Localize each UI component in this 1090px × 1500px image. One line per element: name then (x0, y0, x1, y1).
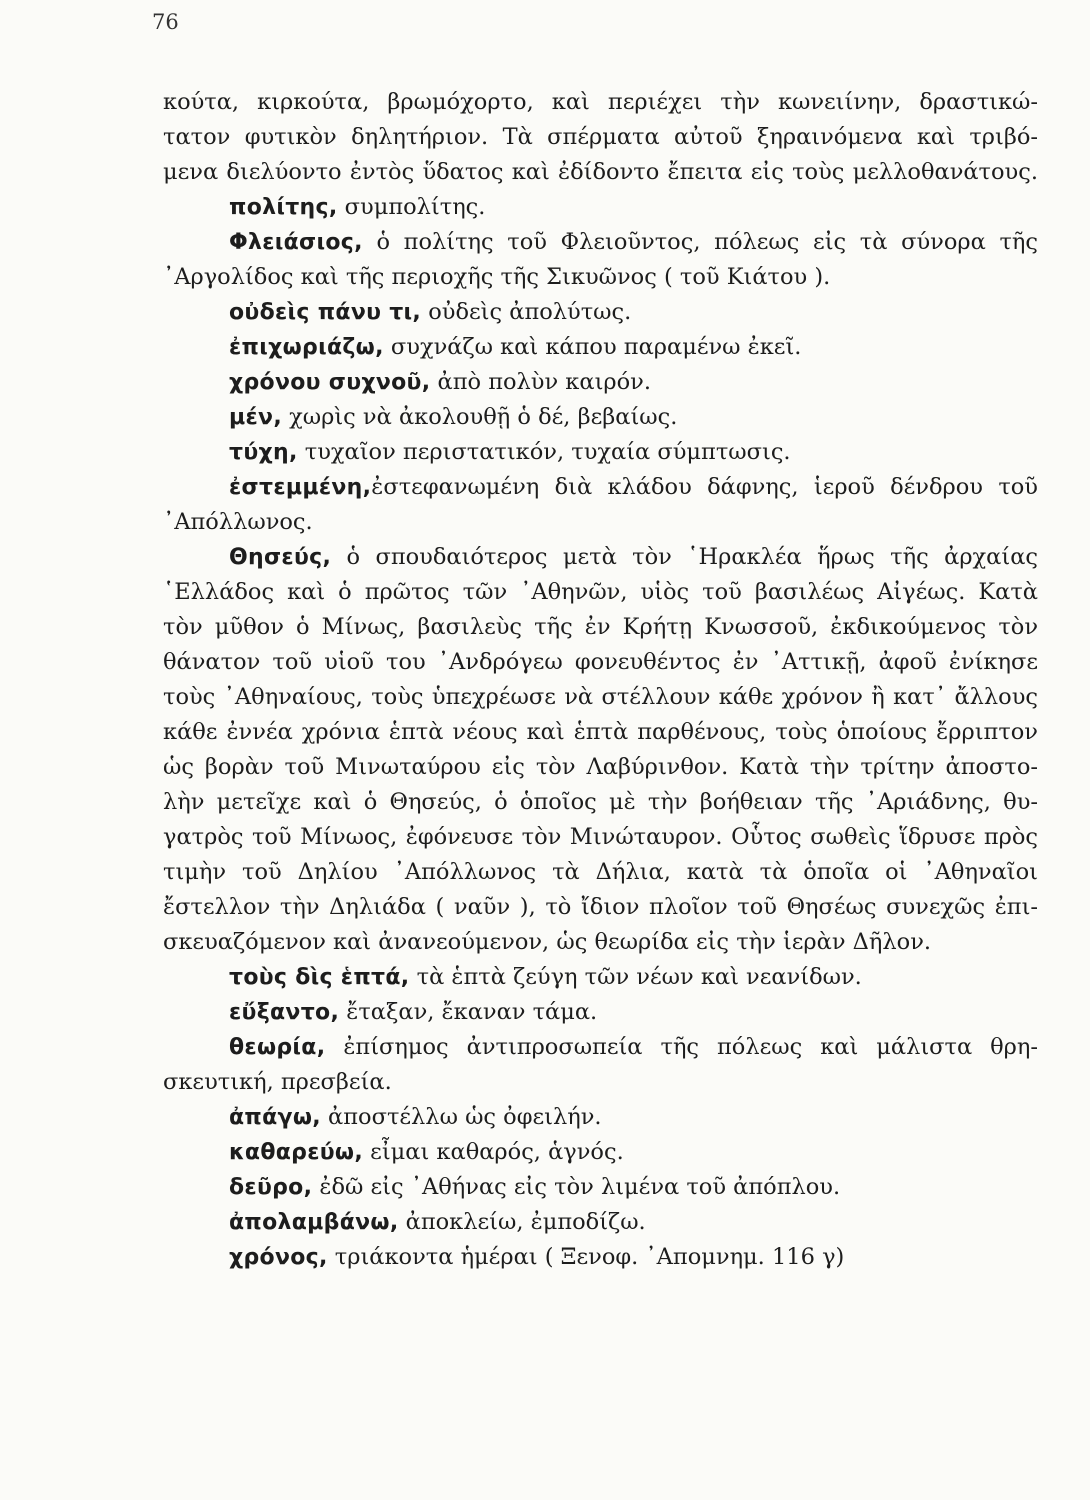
glossary-term: θεωρία, (229, 1035, 326, 1060)
text-line (163, 855, 1038, 890)
definition-text: τατον φυτικὸν δηλητήριον. Τὰ σπέρματα αὐτοῦ ξηραινόμενα καὶ τριβό- (163, 124, 1038, 150)
glossary-term: τύχη, (229, 440, 298, 465)
definition-text: λὴν μετεῖχε καὶ ὁ Θησεύς, ὁ ὁποῖος μὲ τὴν βοήθειαν τῆς ᾿Αριάδνης, θυ- (163, 789, 1038, 815)
glossary-text (163, 85, 1038, 1275)
glossary-entry-line (163, 365, 1038, 400)
glossary-term: ἀπολαμβάνω, (229, 1210, 399, 1235)
text-line (163, 715, 1038, 750)
definition-text: τριάκοντα ἡμέραι ( Ξενοφ. ᾿Απομνημ. 116 γ) (327, 1244, 845, 1270)
definition-text: τοὺς ᾿Αθηναίους, τοὺς ὑπεχρέωσε νὰ στέλλουν κάθε χρόνον ἢ κατ᾿ ἄλλους (163, 684, 1038, 710)
glossary-entry-line (163, 470, 1038, 505)
glossary-entry-line (163, 1170, 1038, 1205)
definition-text: οὐδεὶς ἀπολύτως. (421, 299, 632, 325)
definition-text: συχνάζω καὶ κάπου παραμένω ἐκεῖ. (383, 334, 802, 360)
text-line (163, 645, 1038, 680)
glossary-term: Θησεύς, (229, 545, 332, 570)
definition-text: ἐπίσημος ἀντιπροσωπεία τῆς πόλεως καὶ μάλιστα θρη- (325, 1034, 1038, 1060)
glossary-term: καθαρεύω, (229, 1140, 364, 1165)
text-line (163, 155, 1038, 190)
text-line (163, 120, 1038, 155)
definition-text: θάνατον τοῦ υἱοῦ του ᾿Ανδρόγεω φονευθέντος ἐν ᾿Αττικῇ, ἀφοῦ ἐνίκησε (163, 649, 1038, 675)
glossary-term: μέν, (229, 405, 282, 430)
definition-text: χωρὶς νὰ ἀκολουθῇ ὁ δέ, βεβαίως. (281, 404, 678, 430)
glossary-term: πολίτης, (229, 195, 338, 220)
glossary-term: ἐπιχωριάζω, (229, 335, 384, 360)
glossary-term: ἀπάγω, (229, 1105, 321, 1130)
definition-text: ὁ σπουδαιότερος μετὰ τὸν ῾Ηρακλέα ἥρως τῆς ἀρχαίας (331, 544, 1038, 570)
definition-text: τὰ ἑπτὰ ζεύγη τῶν νέων καὶ νεανίδων. (409, 964, 862, 990)
text-line (163, 680, 1038, 715)
definition-text: τυχαῖον περιστατικόν, τυχαία σύμπτωσις. (297, 439, 791, 465)
definition-text: εἶμαι καθαρός, ἁγνός. (363, 1139, 624, 1165)
text-line (163, 575, 1038, 610)
glossary-entry-line (163, 435, 1038, 470)
glossary-entry-line (163, 1135, 1038, 1170)
definition-text: σκευαζόμενον καὶ ἀνανεούμενον, ὡς θεωρίδα εἰς τὴν ἱερὰν Δῆλον. (163, 929, 932, 955)
glossary-entry-line (163, 400, 1038, 435)
definition-text: ἔταξαν, ἔκαναν τάμα. (339, 999, 598, 1025)
definition-text: ἐδῶ εἰς ᾿Αθήνας εἰς τὸν λιμένα τοῦ ἀπόπλου. (312, 1174, 841, 1200)
glossary-entry-line (163, 1100, 1038, 1135)
definition-text: συμπολίτης. (337, 194, 486, 220)
definition-text: γατρὸς τοῦ Μίνωος, ἐφόνευσε τὸν Μινώταυρον. Οὗτος σωθεὶς ἵδρυσε πρὸς (163, 824, 1038, 850)
glossary-entry-line (163, 225, 1038, 260)
glossary-term: Φλειάσιος, (229, 230, 363, 255)
definition-text: ᾿Αργολίδος καὶ τῆς περιοχῆς τῆς Σικυῶνος ( τοῦ Κιάτου ). (163, 264, 831, 290)
definition-text: κάθε ἐννέα χρόνια ἑπτὰ νέους καὶ ἑπτὰ παρθένους, τοὺς ὁποίους ἔρριπτον (163, 719, 1038, 745)
definition-text: ὡς βορὰν τοῦ Μινωταύρου εἰς τὸν Λαβύρινθον. Κατὰ τὴν τρίτην ἀποστο- (163, 754, 1038, 780)
glossary-entry-line (163, 190, 1038, 225)
text-line (163, 610, 1038, 645)
glossary-term: δεῦρο, (229, 1175, 313, 1200)
definition-text: ᾿Απόλλωνος. (163, 509, 313, 535)
glossary-term: ἐστεμμένη, (229, 475, 372, 500)
definition-text: τιμὴν τοῦ Δηλίου ᾿Απόλλωνος τὰ Δήλια, κατὰ τὰ ὁποῖα οἱ ᾿Αθηναῖοι (163, 859, 1038, 885)
glossary-term: τοὺς δὶς ἑπτά, (229, 965, 410, 990)
page-number: 76 (152, 10, 179, 34)
text-line (163, 890, 1038, 925)
glossary-term: εὔξαντο, (229, 1000, 340, 1025)
text-line (163, 85, 1038, 120)
glossary-entry-line (163, 540, 1038, 575)
text-line (163, 785, 1038, 820)
text-line (163, 260, 1038, 295)
glossary-term: χρόνου συχνοῦ, (229, 370, 431, 395)
definition-text: ἀποστέλλω ὡς ὀφειλήν. (320, 1104, 602, 1130)
definition-text: τὸν μῦθον ὁ Μίνως, βασιλεὺς τῆς ἐν Κρήτῃ Κνωσσοῦ, ἐκδικούμενος τὸν (163, 614, 1038, 640)
definition-text: ἀποκλείω, ἐμποδίζω. (398, 1209, 646, 1235)
glossary-entry-line (163, 995, 1038, 1030)
definition-text: ὁ πολίτης τοῦ Φλειοῦντος, πόλεως εἰς τὰ σύνορα τῆς (362, 229, 1038, 255)
text-line (163, 1065, 1038, 1100)
text-line (163, 925, 1038, 960)
glossary-entry-line (163, 1030, 1038, 1065)
text-line (163, 750, 1038, 785)
definition-text: ἀπὸ πολὺν καιρόν. (430, 369, 651, 395)
glossary-term: οὐδεὶς πάνυ τι, (229, 300, 422, 325)
definition-text: μενα διελύοντο ἐντὸς ὕδατος καὶ ἐδίδοντο ἔπειτα εἰς τοὺς μελλοθανάτους. (163, 159, 1038, 185)
glossary-entry-line (163, 295, 1038, 330)
definition-text: ἐστεφανωμένη διὰ κλάδου δάφνης, ἱεροῦ δένδρου τοῦ (371, 474, 1038, 500)
glossary-entry-line (163, 1240, 1038, 1275)
definition-text: ἔστελλον τὴν Δηλιάδα ( ναῦν ), τὸ ἴδιον πλοῖον τοῦ Θησέως συνεχῶς ἐπι- (163, 894, 1038, 920)
glossary-term: χρόνος, (229, 1245, 328, 1270)
text-line (163, 505, 1038, 540)
text-line (163, 820, 1038, 855)
glossary-entry-line (163, 1205, 1038, 1240)
definition-text: κούτα, κιρκούτα, βρωμόχορτο, καὶ περιέχει τὴν κωνειίνην, δραστικώ- (163, 89, 1038, 115)
glossary-entry-line (163, 960, 1038, 995)
definition-text: σκευτική, πρεσβεία. (163, 1069, 392, 1095)
definition-text: ῾Ελλάδος καὶ ὁ πρῶτος τῶν ᾿Αθηνῶν, υἱὸς τοῦ βασιλέως Αἰγέως. Κατὰ (163, 579, 1038, 605)
glossary-entry-line (163, 330, 1038, 365)
